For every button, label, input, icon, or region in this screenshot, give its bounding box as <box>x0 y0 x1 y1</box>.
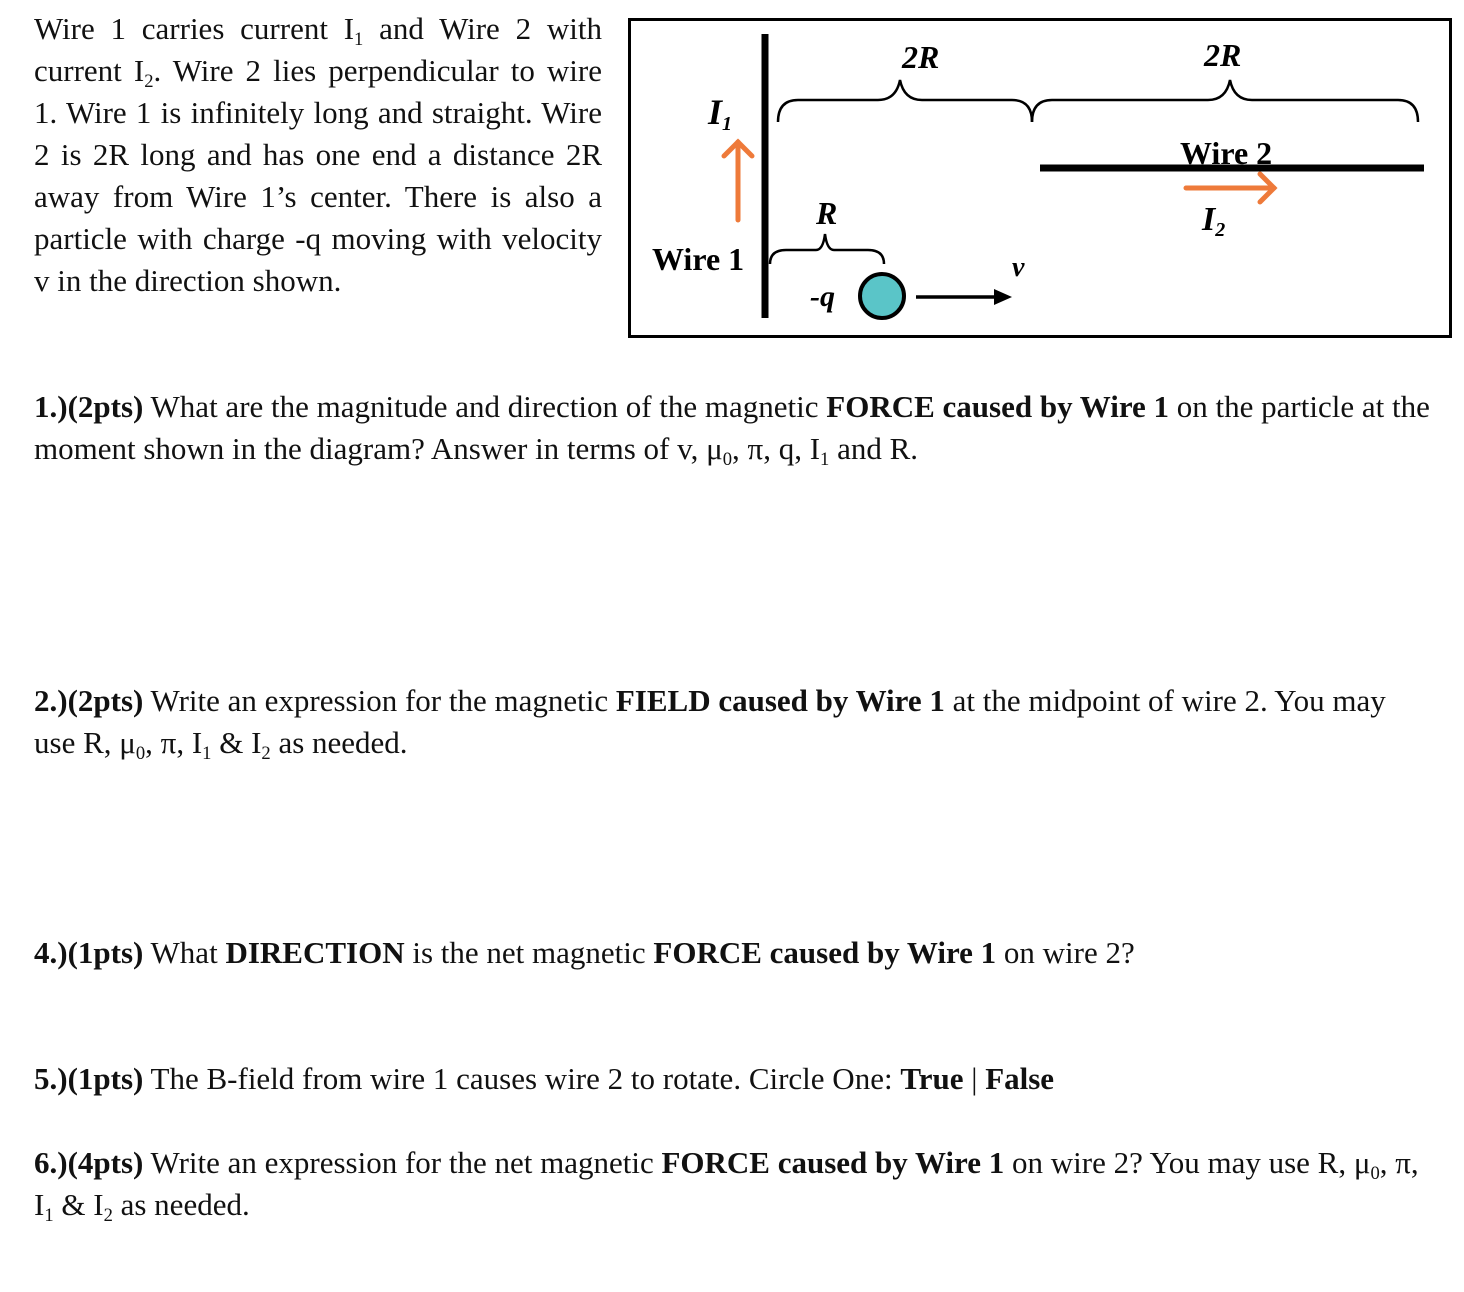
brace-2r-left <box>778 80 1032 122</box>
question-1-text-3: , π, q, I <box>732 431 821 466</box>
velocity-arrow <box>916 289 1012 305</box>
option-separator: | <box>963 1061 986 1096</box>
diagram-frame <box>630 20 1451 337</box>
question-1-number: 1.)(2pts) <box>34 389 144 424</box>
question-6 <box>34 1142 1434 1226</box>
intro-paragraph <box>34 8 602 302</box>
question-2-text-5: as needed. <box>270 725 408 760</box>
intro-text-a: Wire 1 carries current I <box>34 11 355 46</box>
mu-sub-0: 0 <box>722 449 733 470</box>
mu-sub-0: 0 <box>135 743 146 764</box>
velocity-label: v <box>1012 252 1025 283</box>
charge-label: -q <box>810 280 835 313</box>
question-1-bold: FORCE caused by Wire 1 <box>826 389 1170 424</box>
i2-current-arrow <box>1186 174 1274 202</box>
question-4-bold-direction: DIRECTION <box>225 935 405 970</box>
i2-label: I2 <box>1202 201 1226 241</box>
question-4-text: What <box>143 935 226 970</box>
intro-text-b: and Wire 2 with current I <box>34 11 602 88</box>
mu-sub-0: 0 <box>1370 1163 1380 1184</box>
question-1-text: What are the magnitude and direction of the magnetic <box>143 389 827 424</box>
question-2 <box>34 680 1434 764</box>
question-2-text-4: & I <box>211 725 262 760</box>
question-4-text-3: on wire 2? <box>996 935 1135 970</box>
i-sub-1: 1 <box>202 743 212 764</box>
question-4-bold-force: FORCE caused by Wire 1 <box>653 935 997 970</box>
question-2-text: Write an expression for the magnetic <box>143 683 616 718</box>
label-2r-right: 2R <box>1204 37 1242 73</box>
question-6-text-4: & I <box>53 1187 104 1222</box>
brace-2r-right <box>1032 80 1418 122</box>
question-4 <box>34 932 1434 974</box>
question-5-number: 5.)(1pts) <box>34 1061 144 1096</box>
i1-label: I1 <box>708 92 733 135</box>
i1-current-arrow <box>724 142 752 220</box>
option-false[interactable]: False <box>985 1061 1055 1096</box>
option-true[interactable]: True <box>900 1061 964 1096</box>
intro-sub-2: 2 <box>144 71 154 92</box>
question-1-text-4: and R. <box>829 431 919 466</box>
question-1-text-2: on the particle at the moment shown in the diagram? Answer in terms of v, μ <box>34 389 1430 466</box>
i-sub-2: 2 <box>103 1205 113 1226</box>
label-2r-left: 2R <box>902 39 940 75</box>
i-sub-1: 1 <box>44 1205 54 1226</box>
wire-2-label: Wire 2 <box>1180 135 1273 171</box>
intro-sub-1: 1 <box>354 29 364 50</box>
r-label: R <box>816 195 838 231</box>
question-5 <box>34 1058 1434 1100</box>
question-1 <box>34 386 1434 470</box>
i-sub-1: 1 <box>820 449 830 470</box>
brace-r <box>770 234 884 264</box>
question-6-text-2: on wire 2? You may use R, μ <box>1004 1145 1371 1180</box>
question-4-text-2: is the net magnetic <box>404 935 654 970</box>
question-6-text: Write an expression for the net magnetic <box>143 1145 662 1180</box>
wire-diagram <box>628 18 1452 338</box>
question-6-number: 6.)(4pts) <box>34 1145 144 1180</box>
intro-text-c: . Wire 2 lies perpendicular to wire 1. Wire 1 is infinitely long and straight. Wire 2 is 2R long and has one end a distance 2R away from Wire 1’s center. There is also a particle with charge -q moving with velocity v in the direction shown. <box>34 53 602 298</box>
question-6-text-3: , π, I <box>34 1145 1419 1222</box>
question-2-text-3: , π, I <box>145 725 203 760</box>
particle-charge <box>860 274 904 318</box>
question-4-number: 4.)(1pts) <box>34 935 144 970</box>
question-6-bold: FORCE caused by Wire 1 <box>661 1145 1005 1180</box>
question-2-text-2: at the midpoint of wire 2. You may use R, μ <box>34 683 1386 760</box>
question-2-number: 2.)(2pts) <box>34 683 144 718</box>
i-sub-2: 2 <box>261 743 271 764</box>
question-6-text-5: as needed. <box>112 1187 250 1222</box>
wire-1-label: Wire 1 <box>652 241 745 277</box>
question-5-text: The B-field from wire 1 causes wire 2 to rotate. Circle One: <box>143 1061 901 1096</box>
question-2-bold: FIELD caused by Wire 1 <box>615 683 945 718</box>
